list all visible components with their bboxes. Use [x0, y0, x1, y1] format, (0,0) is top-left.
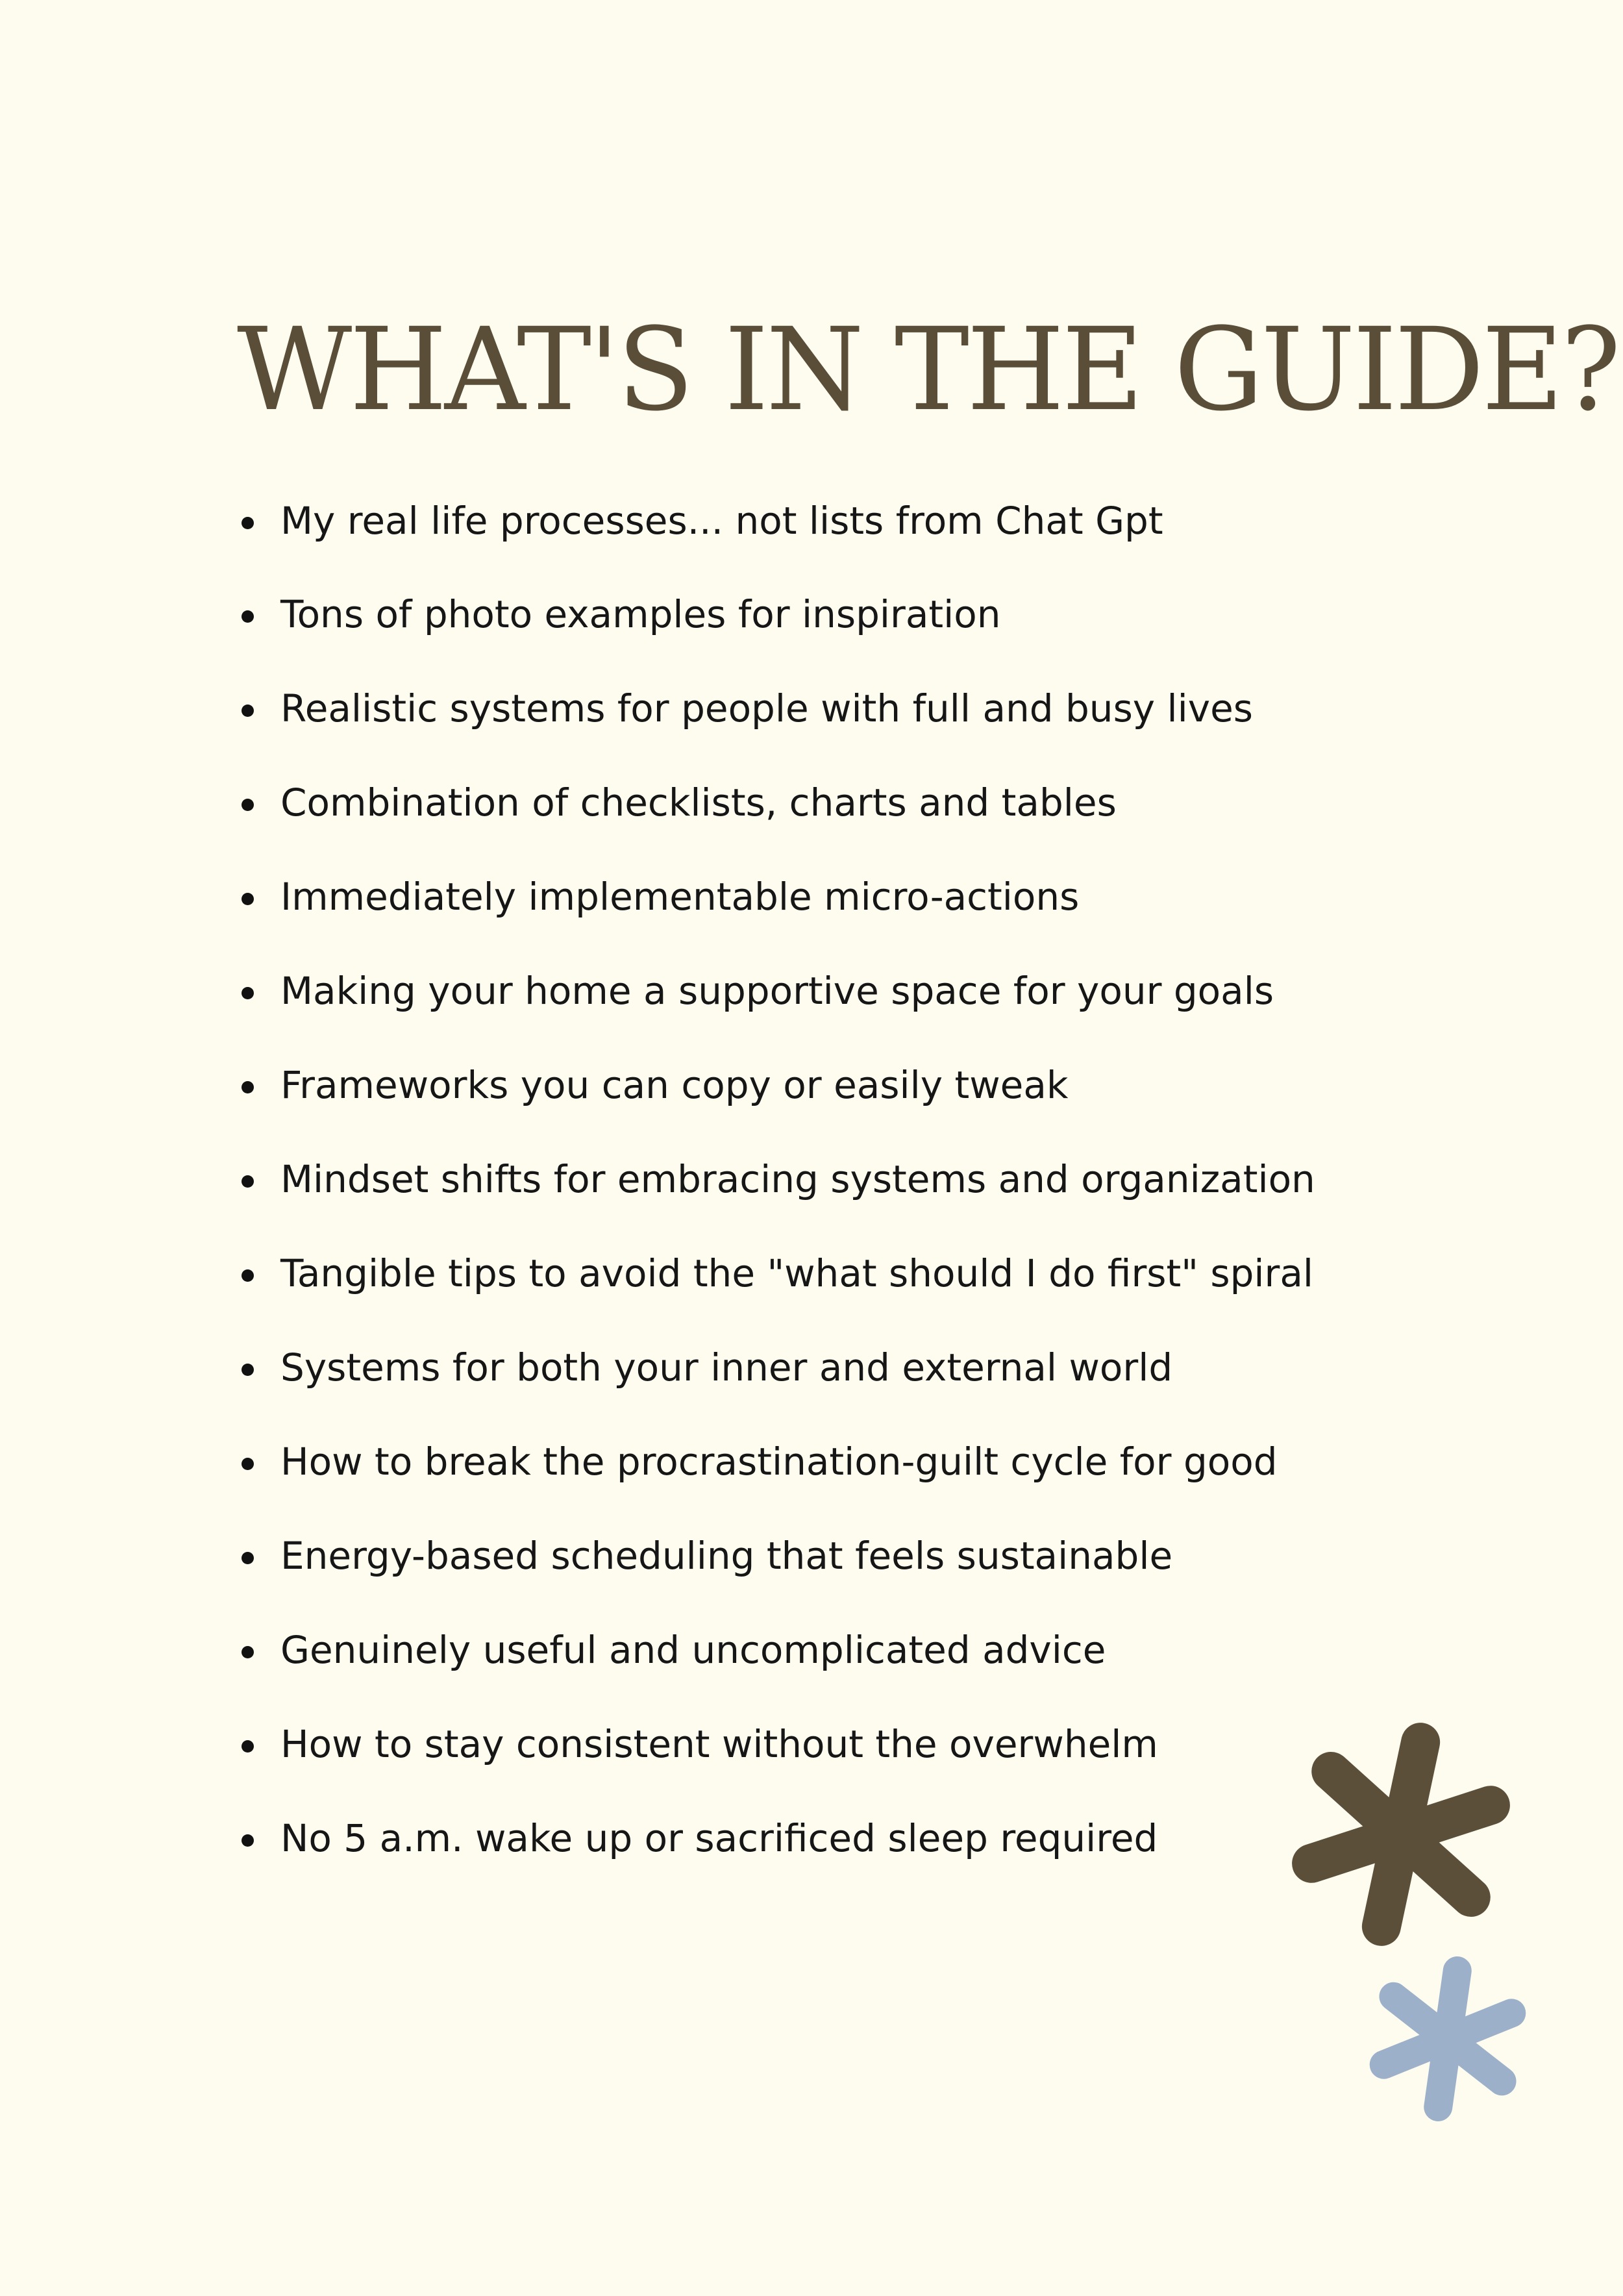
bullet-icon: [242, 799, 254, 811]
bullet-icon: [242, 1269, 254, 1282]
list-item-text: My real life processes... not lists from Chat Gpt: [280, 499, 1163, 543]
bullet-icon: [242, 1646, 254, 1658]
bullet-icon: [242, 1740, 254, 1753]
list-item: [237, 682, 1373, 734]
list-item-text: Combination of checklists, charts and tables: [280, 780, 1117, 825]
bullet-icon: [242, 1175, 254, 1188]
bullet-icon: [242, 517, 254, 529]
bullet-icon: [242, 610, 254, 623]
list-item: [237, 1718, 1373, 1770]
list-item: [237, 1153, 1373, 1205]
list-item: [237, 1812, 1373, 1864]
list-item: [237, 965, 1373, 1017]
list-item-text: Immediately implementable micro-actions: [280, 875, 1080, 919]
list-item-text: Genuinely useful and uncomplicated advice: [280, 1628, 1106, 1672]
list-item: [237, 777, 1373, 829]
list-item-text: No 5 a.m. wake up or sacrificed sleep required: [280, 1816, 1158, 1860]
bullet-icon: [242, 705, 254, 717]
list-item: [237, 1247, 1373, 1299]
list-item-text: How to break the procrastination-guilt cycle for good: [280, 1440, 1278, 1484]
bullet-icon: [242, 1458, 254, 1470]
asterisk-icon: [1284, 1717, 1518, 1951]
list-item-text: Energy-based scheduling that feels sustainable: [280, 1534, 1173, 1578]
list-item: [237, 1059, 1373, 1111]
bullet-icon: [242, 1364, 254, 1376]
bullet-icon: [242, 1552, 254, 1564]
list-item-text: How to stay consistent without the overwhelm: [280, 1722, 1158, 1766]
list-item: [237, 1436, 1373, 1488]
list-item-text: Tons of photo examples for inspiration: [280, 592, 1001, 636]
list-item-text: Mindset shifts for embracing systems and organization: [280, 1157, 1315, 1201]
list-item-text: Making your home a supportive space for your goals: [280, 969, 1274, 1013]
bullet-icon: [242, 987, 254, 999]
list-item: [237, 871, 1373, 923]
list-item-text: Systems for both your inner and external world: [280, 1345, 1173, 1390]
bullet-icon: [242, 893, 254, 905]
list-item: [237, 588, 1373, 640]
list-item: [237, 1530, 1373, 1582]
list-item: [237, 1624, 1373, 1676]
page-title: WHAT'S IN THE GUIDE?: [237, 303, 1618, 436]
list-item: [237, 1341, 1373, 1393]
bullet-icon: [242, 1081, 254, 1093]
list-item-text: Tangible tips to avoid the "what should I do first" spiral: [280, 1251, 1314, 1295]
asterisk-icon: [1363, 1954, 1532, 2123]
bullet-icon: [242, 1834, 254, 1847]
list-item-text: Realistic systems for people with full and busy lives: [280, 686, 1254, 730]
list-item-text: Frameworks you can copy or easily tweak: [280, 1063, 1069, 1107]
list-item: [237, 495, 1373, 547]
